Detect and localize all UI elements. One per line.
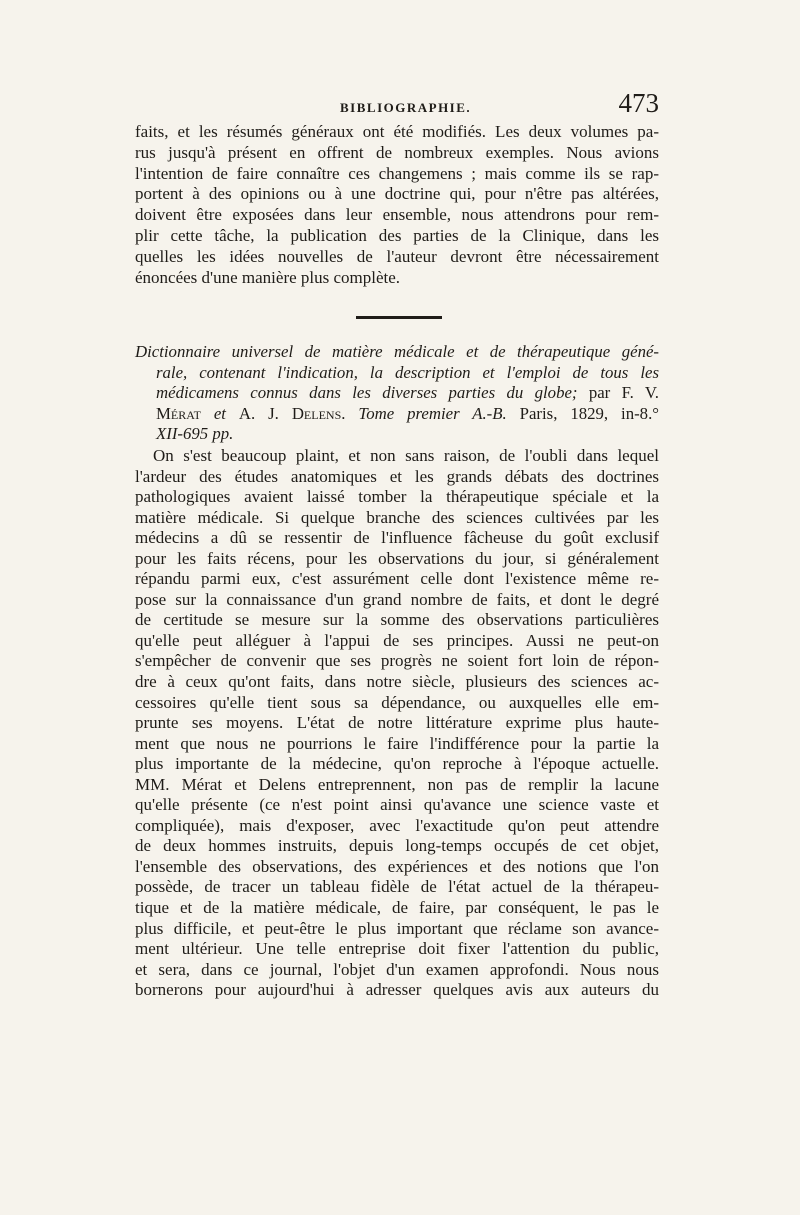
- text-line: l'ardeur des études anatomiques et les grands débats des doctrines: [135, 466, 659, 486]
- text-line: qu'elle présente (ce n'est point ainsi qu'avance une science vaste et: [135, 795, 659, 815]
- running-head: BIBLIOGRAPHIE.: [340, 100, 472, 115]
- text-line: répandu parmi eux, c'est assurément celle dont l'existence même re-: [135, 569, 659, 589]
- citation-title-end: médicamens connus dans les diverses parties du globe;: [156, 383, 578, 403]
- page-header: [135, 88, 659, 120]
- text-line: bornerons pour aujourd'hui à adresser quelques avis aux auteurs du: [135, 980, 659, 1000]
- text-line: l'ensemble des observations, des expériences et des notions que l'on: [135, 856, 659, 876]
- text-line: compliquée), mais d'exposer, avec l'exactitude qu'on peut attendre: [135, 815, 659, 835]
- text-line: possède, de tracer un tableau fidèle de l'état actuel de la thérapeu-: [135, 877, 659, 897]
- text-line: faits, et les résumés généraux ont été modifiés. Les deux volumes pa-: [135, 122, 659, 141]
- intro-paragraph: [135, 122, 659, 288]
- text-line: doivent être exposées dans leur ensemble, nous attendrons pour rem-: [135, 205, 659, 225]
- text-line: énoncées d'une manière plus complète.: [135, 267, 401, 287]
- text-line: ment que nous ne pourrions le faire l'indifférence pour la partie la: [135, 733, 659, 753]
- bibliographic-citation: [135, 342, 659, 445]
- text-line: s'empêcher de convenir que ses progrès ne soient fort loin de répon-: [135, 651, 659, 671]
- text-line: ment ultérieur. Une telle entreprise doit fixer l'attention du public,: [135, 939, 659, 959]
- citation-line: [135, 383, 659, 404]
- text-line: rus jusqu'à présent en offrent de nombreux exemples. Nous avions: [135, 142, 659, 162]
- text-line: de certitude se mesure sur la somme des observations particulières: [135, 610, 659, 630]
- citation-et: et: [200, 403, 239, 423]
- text-line: matière médicale. Si quelque branche des sciences cultivées par les: [135, 507, 659, 527]
- text-line: dre à ceux qu'ont faits, dans notre siècle, plusieurs des sciences ac-: [135, 672, 659, 692]
- text-line: tique et de la matière médicale, de faire, par conséquent, le pas le: [135, 898, 659, 918]
- text-line: médecins a dû se ressentir de l'influence fâcheuse du goût exclusif: [135, 528, 659, 548]
- author-merat: Mérat: [156, 403, 201, 423]
- text-line: portent à des opinions ou à une doctrine qui, pour n'être pas altérées,: [135, 184, 659, 204]
- text-line: pose sur la connaissance d'un grand nombre de faits, et dont le degré: [135, 589, 659, 609]
- page-number: 473: [618, 88, 659, 118]
- text-line: et sera, dans ce journal, l'objet d'un examen approfondi. Nous nous: [135, 959, 659, 979]
- text-line: de deux hommes instruits, depuis long-temps occupés de cet objet,: [135, 836, 659, 856]
- text-line: l'intention de faire connaître ces changemens ; mais comme ils se rap-: [135, 163, 659, 183]
- review-body-paragraph: [135, 446, 659, 1001]
- text-line: qu'elle peut alléguer à l'appui de ses principes. Aussi ne peut-on: [135, 630, 659, 650]
- text-line: On s'est beaucoup plaint, et non sans raison, de l'oubli dans lequel: [153, 446, 659, 465]
- author-delens: A. J. Delens.: [238, 403, 346, 423]
- text-line: prunte ses moyens. L'état de notre littérature exprime plus haute-: [135, 713, 659, 733]
- text-line: plus importante de la médecine, qu'on reproche à l'époque actuelle.: [135, 754, 659, 774]
- citation-volume: Tome premier A.-B.: [345, 403, 507, 423]
- text-line: cessoires qu'elle tient sous sa dépendance, ou auxquelles elle em-: [135, 692, 659, 712]
- citation-by: par F. V.: [577, 383, 659, 403]
- text-line: pathologiques avaient laissé tomber la thérapeutique spéciale et la: [135, 487, 659, 507]
- citation-title-line: rale, contenant l'indication, la description et l'emploi de tous les: [156, 362, 659, 382]
- text-line: quelles les idées nouvelles de l'auteur devront être nécessairement: [135, 246, 659, 266]
- text-line: plir cette tâche, la publication des parties de la Clinique, dans les: [135, 225, 659, 245]
- citation-title-line: Dictionnaire universel de matière médicale et de thérapeutique géné-: [135, 342, 659, 361]
- citation-line: [135, 404, 659, 425]
- section-divider: [356, 316, 442, 319]
- citation-pages: XII-695 pp.: [156, 424, 234, 444]
- text-line: plus difficile, et peut-être le plus important que réclame son avance-: [135, 918, 659, 938]
- text-line: pour les faits récens, pour les observations du jour, si généralement: [135, 548, 659, 568]
- text-line: MM. Mérat et Delens entreprennent, non pas de remplir la lacune: [135, 774, 659, 794]
- citation-place-date: Paris, 1829, in-8.°: [506, 403, 659, 423]
